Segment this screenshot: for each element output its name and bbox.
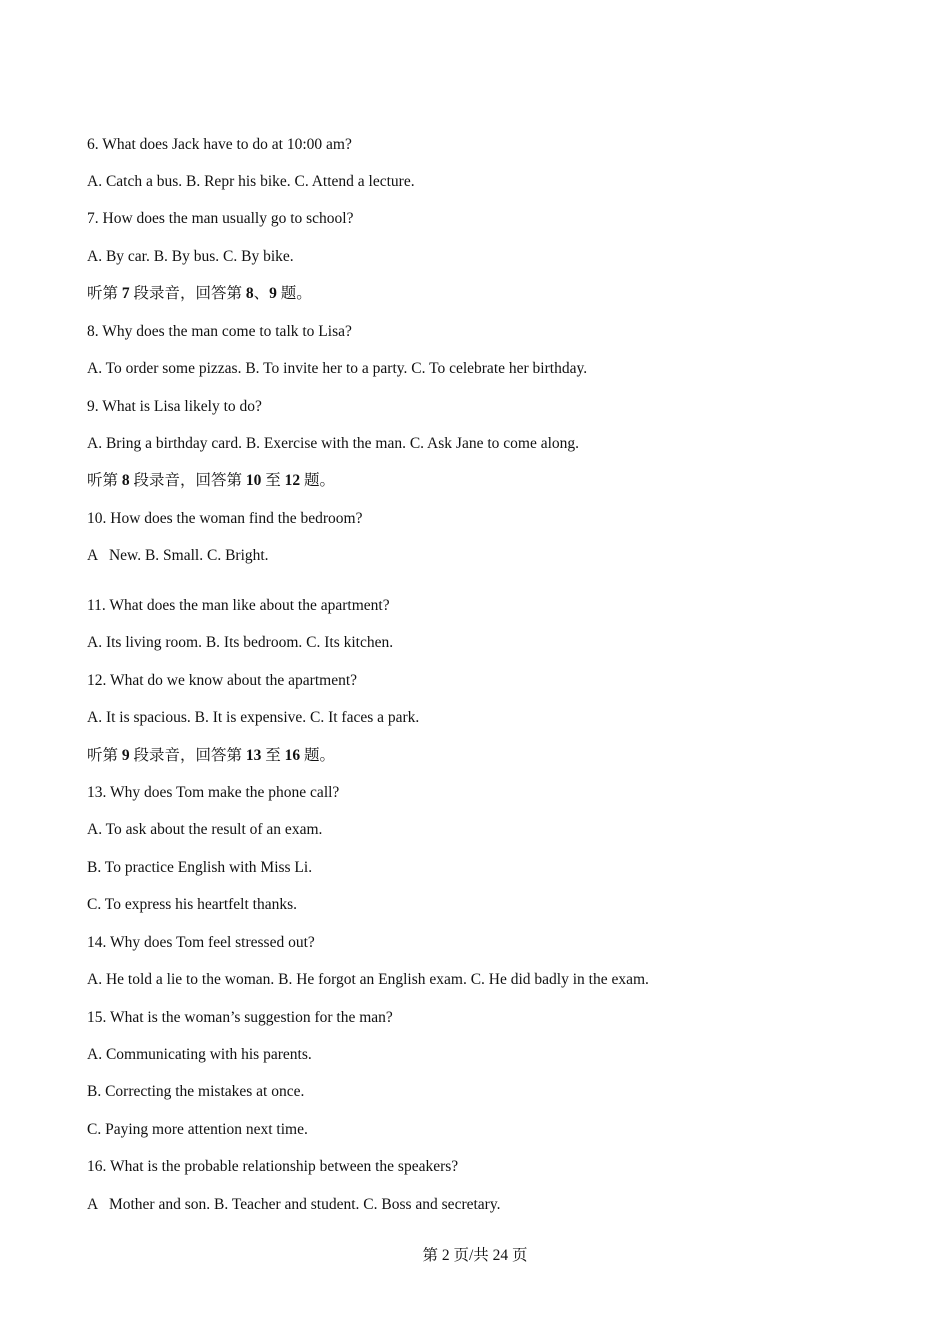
- option-13c: C. To express his heartfelt thanks.: [87, 896, 297, 913]
- option-13a: A. To ask about the result of an exam.: [87, 821, 323, 838]
- question-10: 10. How does the woman find the bedroom?: [87, 510, 363, 527]
- question-15: 15. What is the woman’s suggestion for the man?: [87, 1009, 393, 1026]
- section-heading-9: 听第 9 段录音，回答第 13 至 16 题。: [87, 747, 336, 764]
- section-heading-8: 听第 8 段录音，回答第 10 至 12 题。: [87, 472, 336, 489]
- question-12: 12. What do we know about the apartment?: [87, 672, 358, 689]
- section-heading-7: 听第 7 段录音，回答第 8、9 题。: [87, 285, 312, 302]
- question-7: 7. How does the man usually go to school?: [87, 210, 354, 227]
- option-13b: B. To practice English with Miss Li.: [87, 859, 313, 876]
- options-8: A. To order some pizzas. B. To invite her to a party. C. To celebrate her birthday.: [87, 360, 588, 377]
- option-15c: C. Paying more attention next time.: [87, 1121, 308, 1138]
- question-9: 9. What is Lisa likely to do?: [87, 398, 262, 415]
- question-13: 13. Why does Tom make the phone call?: [87, 784, 340, 801]
- options-10: A New. B. Small. C. Bright.: [87, 547, 269, 564]
- options-16: A Mother and son. B. Teacher and student. C. Boss and secretary.: [87, 1196, 501, 1213]
- options-14: A. He told a lie to the woman. B. He forgot an English exam. C. He did badly in the exam.: [87, 971, 649, 988]
- option-15a: A. Communicating with his parents.: [87, 1046, 312, 1063]
- page-number-footer: 第 2 页/共 24 页: [422, 1247, 528, 1264]
- question-16: 16. What is the probable relationship between the speakers?: [87, 1158, 459, 1175]
- options-11: A. Its living room. B. Its bedroom. C. Its kitchen.: [87, 634, 394, 651]
- options-12: A. It is spacious. B. It is expensive. C. It faces a park.: [87, 709, 420, 726]
- option-15b: B. Correcting the mistakes at once.: [87, 1083, 305, 1100]
- question-11: 11. What does the man like about the apartment?: [87, 597, 390, 614]
- options-6: A. Catch a bus. B. Repr his bike. C. Attend a lecture.: [87, 173, 415, 190]
- question-14: 14. Why does Tom feel stressed out?: [87, 934, 315, 951]
- options-9: A. Bring a birthday card. B. Exercise with the man. C. Ask Jane to come along.: [87, 435, 580, 452]
- question-8: 8. Why does the man come to talk to Lisa?: [87, 323, 352, 340]
- question-6: 6. What does Jack have to do at 10:00 am?: [87, 136, 352, 153]
- options-7: A. By car. B. By bus. C. By bike.: [87, 248, 294, 265]
